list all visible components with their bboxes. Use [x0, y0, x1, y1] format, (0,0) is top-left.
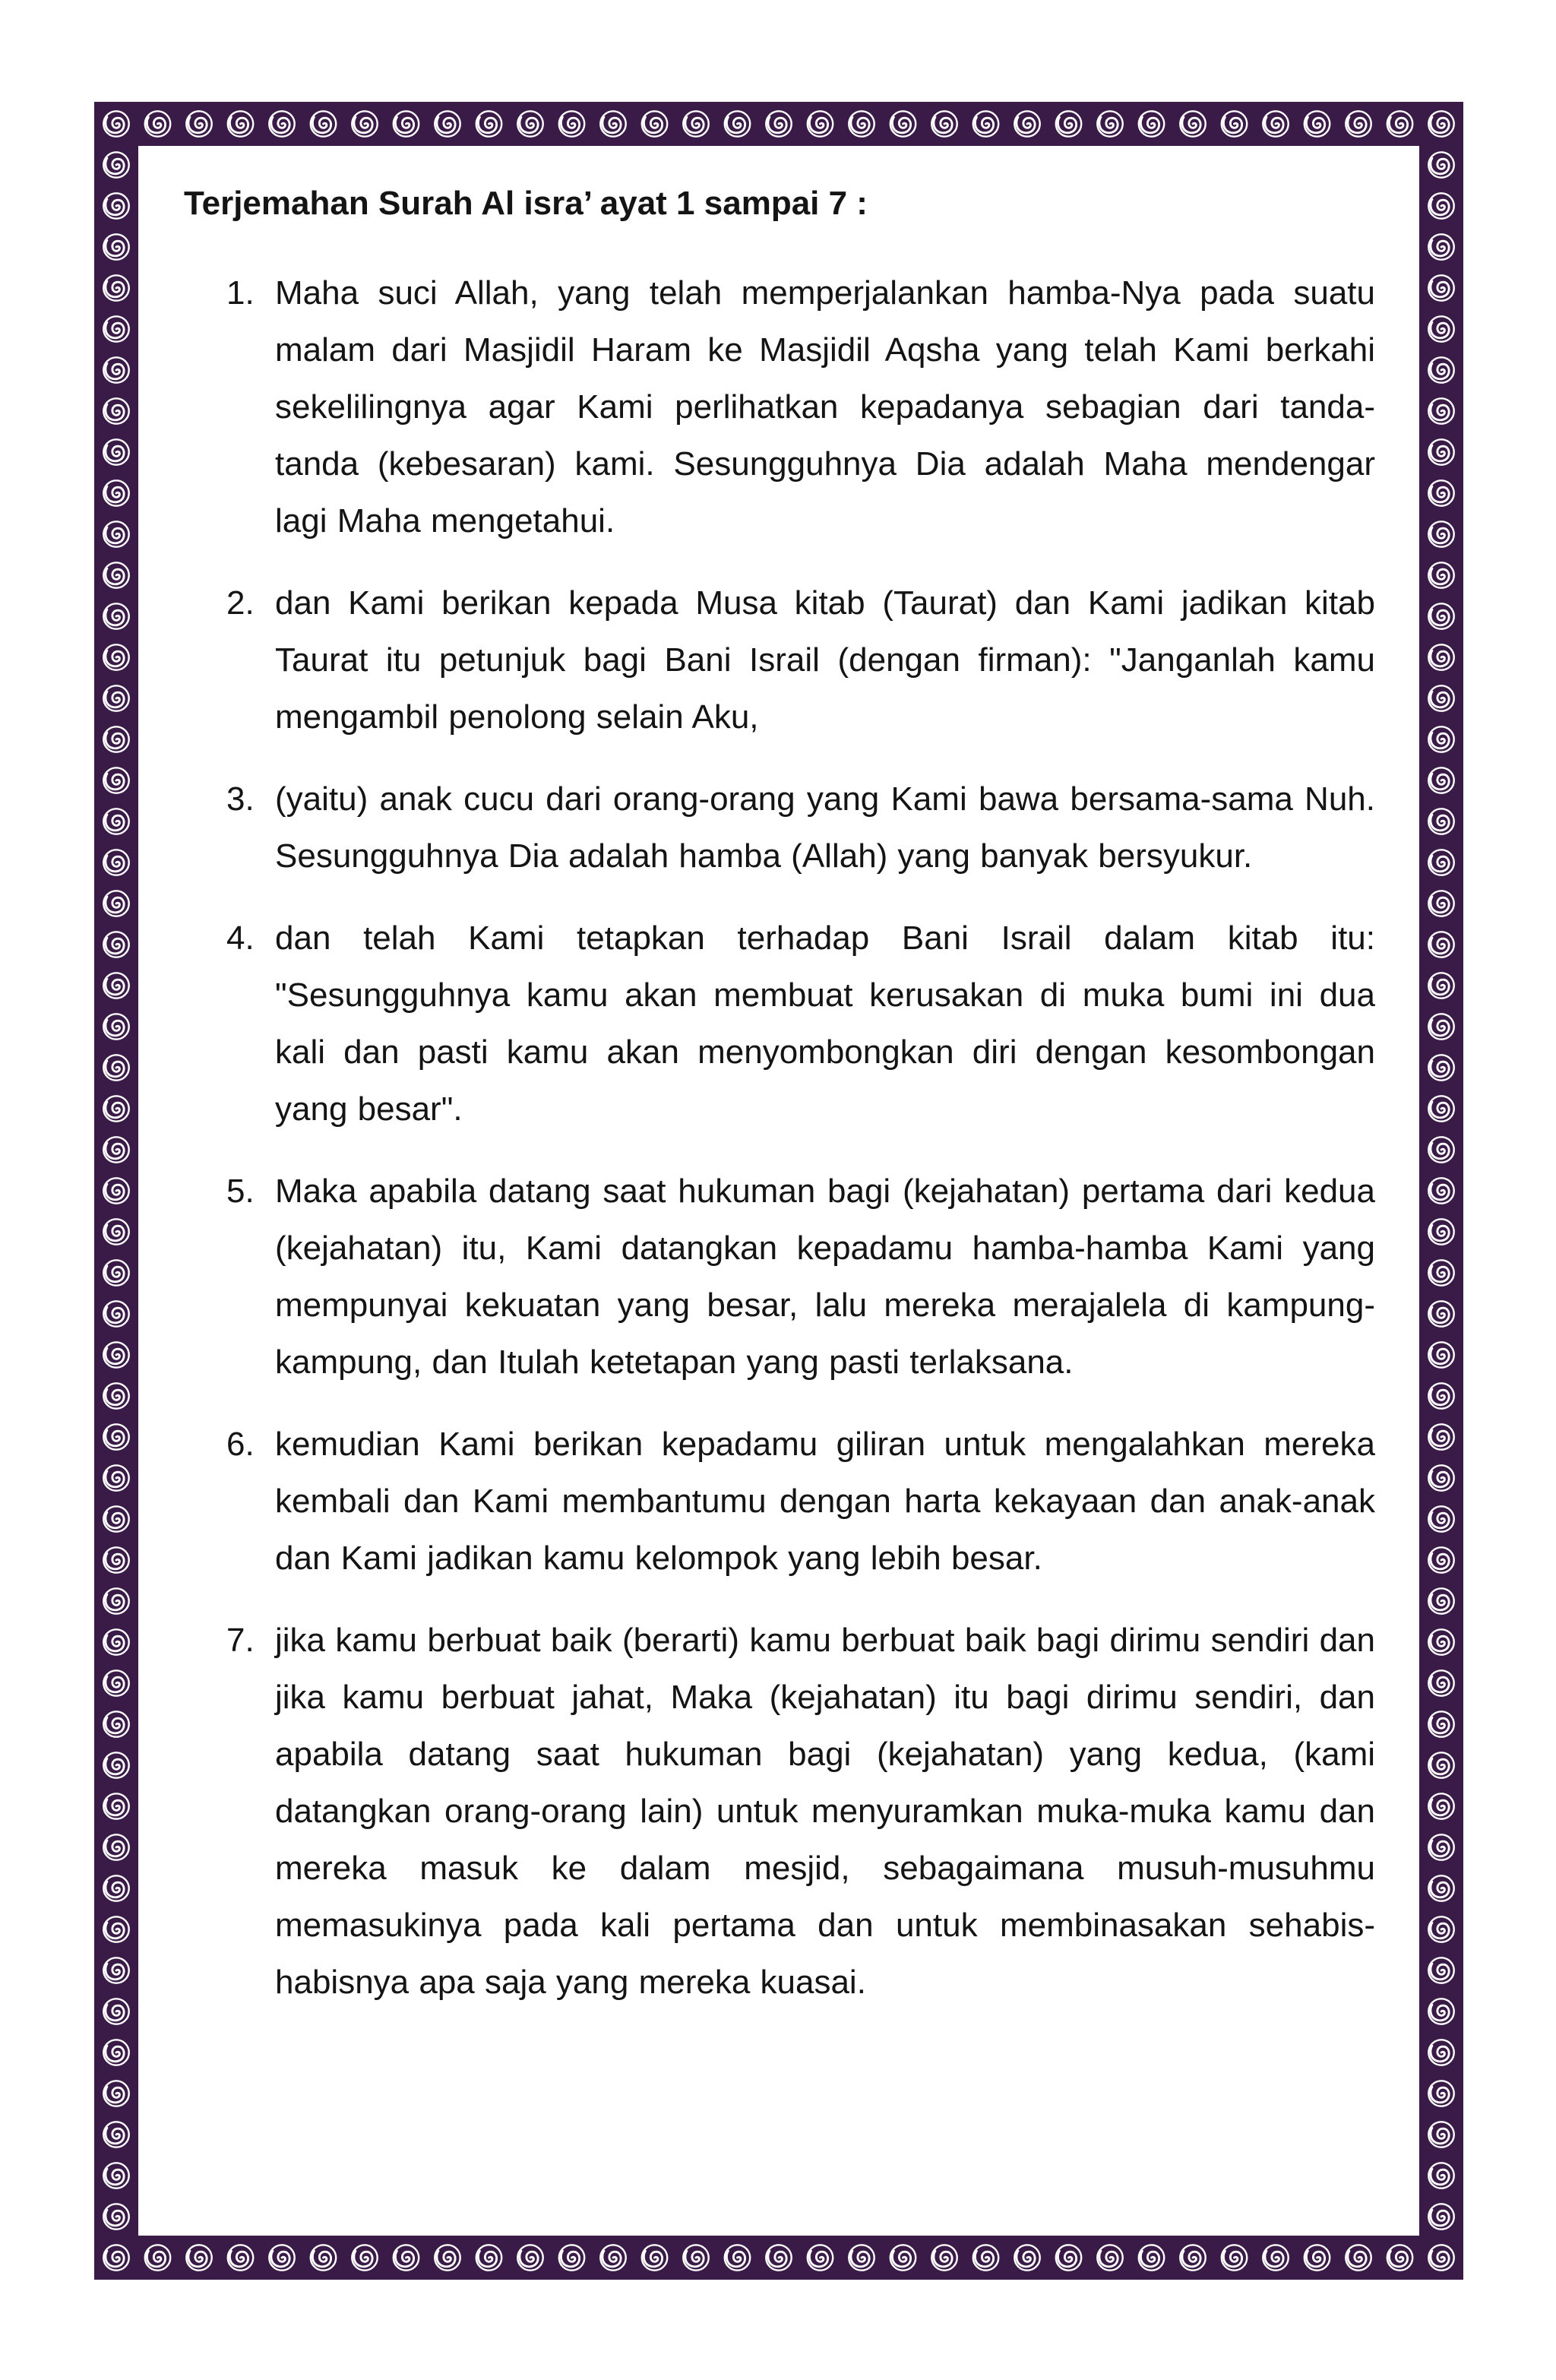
verse-item: [138, 574, 1375, 745]
verse-item: [138, 771, 1375, 885]
verse-number: 4.: [226, 919, 255, 957]
verse-number: 2.: [226, 584, 255, 622]
verse-item: [138, 910, 1375, 1138]
verse-item: [138, 1612, 1375, 2011]
verse-item: [138, 264, 1375, 549]
verse-number: 3.: [226, 780, 255, 818]
verse-number: 7.: [226, 1622, 255, 1659]
verse-text: jika kamu berbuat baik (berarti) kamu berbuat baik bagi dirimu sendiri dan jika kamu berbuat jahat, Maka (kejahatan) itu bagi dirimu sendiri, dan apabila datang saat hukuman bagi (kejahatan) yang kedua, (kami datangkan orang-orang lain) untuk menyuramkan muka-muka kamu dan mereka masuk ke dalam mesjid, sebagaimana musuh-musuhmu memasukinya pada kali pertama dan untuk membinasakan sehabis-habisnya apa saja yang mereka kuasai.: [275, 1622, 1375, 2001]
verse-text: (yaitu) anak cucu dari orang-orang yang Kami bawa bersama-sama Nuh. Sesungguhnya Dia adalah hamba (Allah) yang banyak bersyukur.: [275, 780, 1375, 875]
verse-number: 1.: [226, 274, 255, 312]
verse-text: dan telah Kami tetapkan terhadap Bani Israil dalam kitab itu: "Sesungguhnya kamu akan membuat kerusakan di muka bumi ini dua kali dan pasti kamu akan menyombongkan diri dengan kesombongan yang besar".: [275, 919, 1375, 1128]
verse-text: Maka apabila datang saat hukuman bagi (kejahatan) pertama dari kedua (kejahatan) itu, Kami datangkan kepadamu hamba-hamba Kami yang mempunyai kekuatan yang besar, lalu mereka merajalela di kampung-kampung, dan Itulah ketetapan yang pasti terlaksana.: [275, 1173, 1375, 1381]
document-page: [138, 141, 1384, 2208]
verse-list: [138, 264, 1384, 2036]
verse-item: [138, 1163, 1375, 1391]
verse-text: Maha suci Allah, yang telah memperjalankan hamba-Nya pada suatu malam dari Masjidil Haram ke Masjidil Aqsha yang telah Kami berkahi sekelilingnya agar Kami perlihatkan kepadanya sebagian dari tanda-tanda (kebesaran) kami. Sesungguhnya Dia adalah Maha mendengar lagi Maha mengetahui.: [275, 274, 1375, 540]
verse-text: dan Kami berikan kepada Musa kitab (Taurat) dan Kami jadikan kitab Taurat itu petunjuk bagi Bani Israil (dengan firman): "Janganlah kamu mengambil penolong selain Aku,: [275, 584, 1375, 736]
verse-item: [138, 1416, 1375, 1587]
verse-number: 5.: [226, 1173, 255, 1210]
document-title: Terjemahan Surah Al isra’ ayat 1 sampai 7 :: [184, 185, 868, 222]
verse-number: 6.: [226, 1426, 255, 1463]
verse-text: kemudian Kami berikan kepadamu giliran untuk mengalahkan mereka kembali dan Kami membantumu dengan harta kekayaan dan anak-anak dan Kami jadikan kamu kelompok yang lebih besar.: [275, 1426, 1375, 1577]
